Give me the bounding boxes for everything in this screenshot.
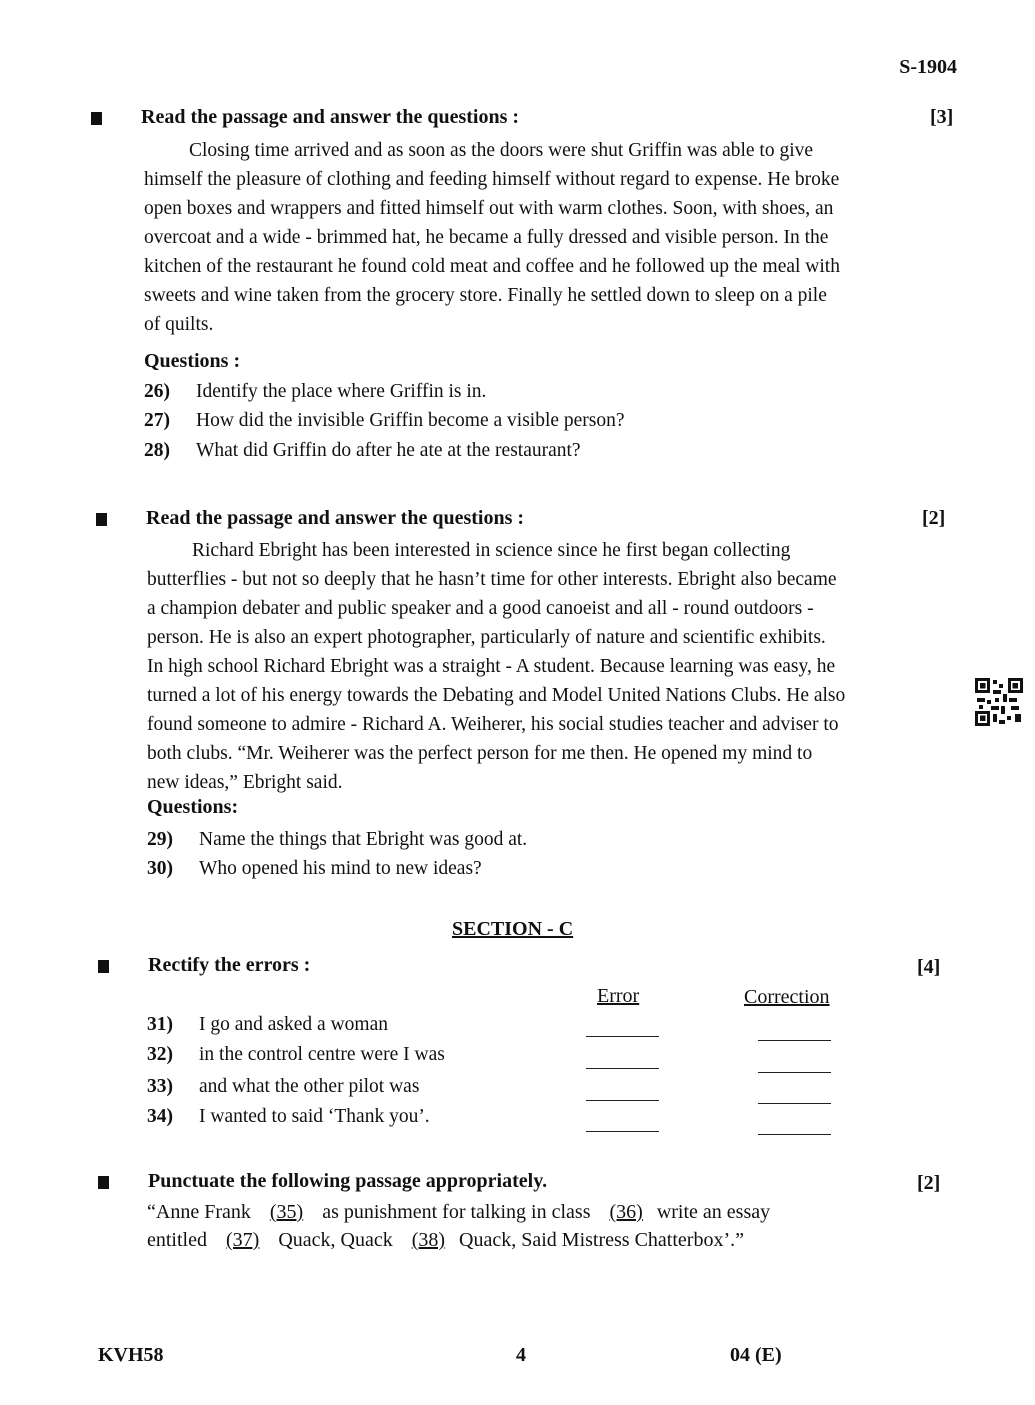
error-blank-31[interactable]	[586, 1036, 659, 1037]
passage-line: person. He is also an expert photographer, particularly of nature and scientific exhibits.	[147, 627, 826, 648]
question-item: 29) Name the things that Ebright was good at.	[147, 828, 528, 850]
passage-line: open boxes and wrappers and fitted himself out with warm clothes. Soon, with shoes, an	[144, 198, 834, 219]
passage-line: kitchen of the restaurant he found cold meat and coffee and he followed up the meal with	[144, 256, 840, 277]
question-item: 30) Who opened his mind to new ideas?	[147, 858, 482, 880]
passage1-text	[144, 136, 956, 339]
passage-line: a champion debater and public speaker and a good canoeist and all - round outdoors -	[147, 598, 814, 619]
page-number: 4	[516, 1344, 526, 1366]
footer-version: 04 (E)	[730, 1344, 782, 1366]
passage-line: both clubs. “Mr. Weiherer was the perfect person for me then. He opened my mind to	[147, 743, 813, 764]
blank-38[interactable]: (38)	[411, 1229, 446, 1251]
passage-line: sweets and wine taken from the grocery store. Finally he settled down to sleep on a pile	[144, 285, 827, 306]
rectify-instruction: Rectify the errors :	[148, 954, 311, 976]
passage-line: In high school Richard Ebright was a straight - A student. Because learning was easy, he	[147, 656, 836, 677]
rectify-item: 33) and what the other pilot was	[147, 1076, 420, 1097]
error-blank-33[interactable]	[586, 1100, 659, 1101]
section-title: SECTION - C	[452, 918, 574, 940]
passage2-instruction: Read the passage and answer the questions :	[146, 507, 525, 529]
passage2-marks: [2]	[922, 507, 946, 529]
error-blank-34[interactable]	[586, 1131, 659, 1132]
blank-37[interactable]: (37)	[225, 1229, 260, 1251]
square-bullet-icon	[98, 1176, 109, 1189]
correction-blank-31[interactable]	[758, 1040, 831, 1041]
punctuate-passage	[147, 1198, 947, 1254]
passage-line: Richard Ebright has been interested in science since he first began collecting	[192, 540, 791, 561]
square-bullet-icon	[96, 513, 107, 526]
correction-blank-34[interactable]	[758, 1134, 831, 1135]
punctuate-marks: [2]	[917, 1172, 941, 1194]
blank-36[interactable]: (36)	[609, 1201, 643, 1223]
square-bullet-icon	[91, 112, 102, 125]
question-item: 28) What did Griffin do after he ate at the restaurant?	[144, 439, 581, 461]
passage1-marks: [3]	[930, 106, 954, 128]
passage1-question-list	[144, 377, 625, 466]
qr-code-icon	[975, 678, 1023, 726]
error-blank-32[interactable]	[586, 1068, 659, 1069]
passage1-instruction: Read the passage and answer the questions :	[141, 106, 520, 128]
passage-line: Closing time arrived and as soon as the doors were shut Griffin was able to give	[189, 140, 814, 161]
footer-code: KVH58	[98, 1344, 164, 1366]
passage-line: new ideas,” Ebright said.	[147, 772, 343, 793]
blank-35[interactable]: (35)	[269, 1201, 304, 1223]
passage-line: himself the pleasure of clothing and feeding himself without regard to expense. He broke	[144, 169, 840, 190]
rectify-item: 32) in the control centre were I was	[147, 1044, 445, 1065]
passage2-text	[147, 536, 951, 797]
correction-blank-33[interactable]	[758, 1103, 831, 1104]
rectify-item: 31) I go and asked a woman	[147, 1014, 388, 1035]
passage1-questions-label: Questions :	[144, 350, 241, 372]
rectify-marks: [4]	[917, 956, 941, 978]
passage-line: turned a lot of his energy towards the Debating and Model United Nations Clubs. He also	[147, 685, 846, 706]
punctuate-instruction: Punctuate the following passage appropriately.	[148, 1170, 548, 1192]
passage-line: butterflies - but not so deeply that he hasn’t time for other interests. Ebright also became	[147, 569, 837, 590]
question-item: 26) Identify the place where Griffin is in.	[144, 380, 487, 402]
passage-line: found someone to admire - Richard A. Weiherer, his social studies teacher and adviser to	[147, 714, 839, 735]
passage2-questions-label: Questions:	[147, 796, 239, 818]
paper-code: S-1904	[899, 56, 957, 78]
error-column-header: Error	[597, 985, 640, 1007]
question-item: 27) How did the invisible Griffin become a visible person?	[144, 410, 625, 432]
correction-blank-32[interactable]	[758, 1072, 831, 1073]
square-bullet-icon	[98, 960, 109, 973]
correction-column-header: Correction	[744, 986, 830, 1008]
passage-line: overcoat and a wide - brimmed hat, he became a fully dressed and visible person. In the	[144, 227, 829, 248]
passage-line: of quilts.	[144, 314, 214, 335]
passage2-question-list	[147, 825, 527, 884]
punctuate-line: “Anne Frank (35) as punishment for talking in class (36) write an essay	[147, 1198, 947, 1226]
punctuate-line: entitled (37) Quack, Quack (38) Quack, Said Mistress Chatterbox’.”	[147, 1226, 947, 1254]
rectify-item: 34) I wanted to said ‘Thank you’.	[147, 1106, 430, 1127]
